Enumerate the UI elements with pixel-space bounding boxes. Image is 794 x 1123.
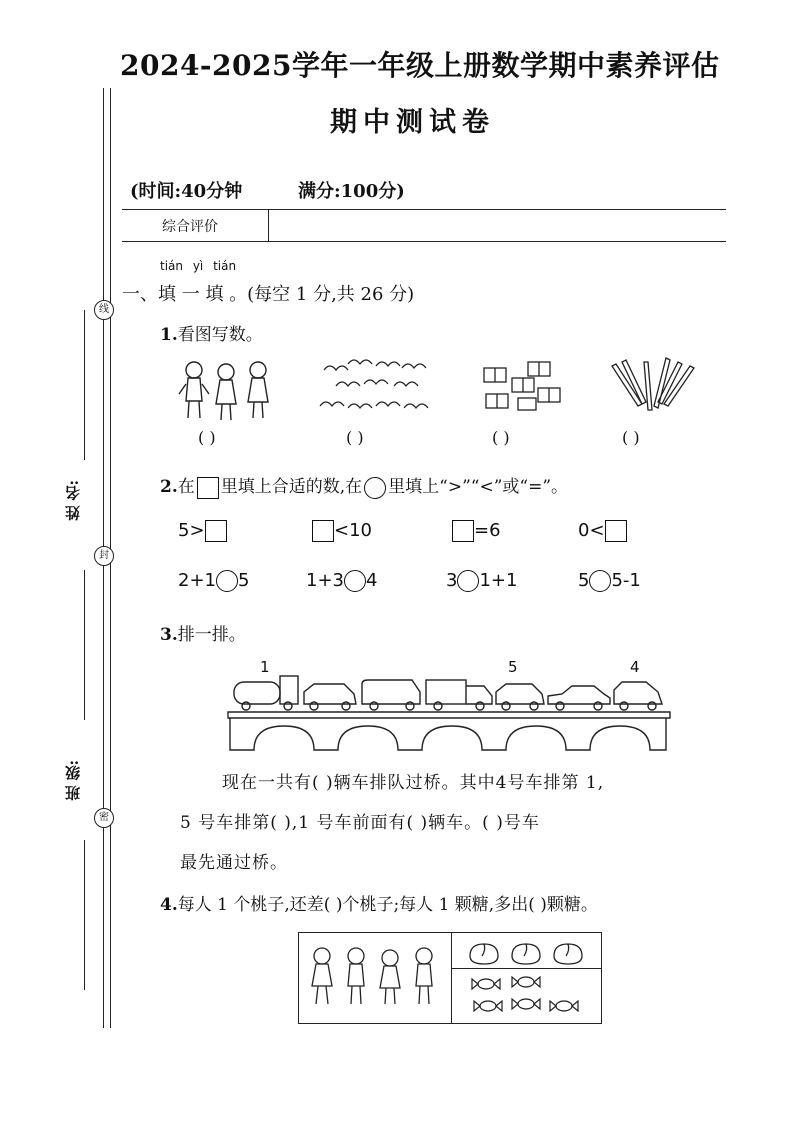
q4-number: 4.	[160, 895, 178, 915]
four-kids-picture	[304, 944, 444, 1010]
q2-item-2-right: <10	[334, 520, 372, 541]
page-title: 2024-2025学年一年级上册数学期中素养评估	[120, 49, 720, 82]
birds-picture	[318, 356, 438, 422]
page-subtitle: 期中测试卷	[330, 107, 495, 138]
answer-box[interactable]	[312, 520, 334, 542]
q1-number: 1.	[160, 325, 178, 345]
q2-item-8-left: 5	[578, 570, 590, 591]
q2-text-b: 里填上合适的数,在	[220, 477, 363, 497]
answer-box[interactable]	[205, 520, 227, 542]
q4-box-row-divider	[451, 968, 602, 969]
answer-circle[interactable]	[216, 570, 238, 592]
q3-line-2: 5 号车排第( ),1 号车前面有( )辆车。( )号车	[180, 813, 540, 833]
answer-box[interactable]	[605, 520, 627, 542]
margin-mark-line: 线	[94, 300, 114, 320]
car-label-4: 4	[630, 658, 640, 676]
q2-item-7-left: 3	[446, 570, 458, 591]
q2-item-3	[452, 520, 501, 542]
exam-time: (时间:40分钟	[130, 181, 243, 202]
q2-item-3-right: =6	[474, 520, 501, 541]
name-fill-line[interactable]	[84, 310, 85, 460]
q2-title	[160, 472, 568, 499]
q2-item-7	[446, 570, 517, 592]
car-label-1: 1	[260, 658, 270, 676]
margin-mark-seal: 封	[94, 546, 114, 566]
q1-answer-1[interactable]: ( )	[198, 428, 216, 447]
full-score: 满分:100分)	[298, 181, 405, 202]
q3-title	[160, 620, 246, 645]
q1-answer-2[interactable]: ( )	[346, 428, 364, 447]
q1-answer-4[interactable]: ( )	[622, 428, 640, 447]
score-table-top	[122, 209, 726, 210]
q1-answer-3[interactable]: ( )	[492, 428, 510, 447]
q4-text: 每人 1 个桃子,还差( )个桃子;每人 1 颗糖,多出( )颗糖。	[177, 895, 598, 915]
q1-text: 看图写数。	[177, 325, 263, 345]
q2-item-4	[578, 520, 627, 542]
q2-item-8-right: 5-1	[611, 570, 641, 591]
q2-text-a: 在	[177, 477, 195, 497]
q3-line-1: 现在一共有( )辆车排队过桥。其中4号车排第 1,	[222, 773, 605, 793]
class-label: 班 级:	[64, 760, 82, 801]
score-field[interactable]	[272, 211, 722, 239]
answer-circle[interactable]	[457, 570, 479, 592]
q2-item-2	[312, 520, 372, 542]
q2-item-8	[578, 570, 641, 592]
section-pinyin: tián yì tián	[160, 259, 237, 273]
class-fill-line[interactable]	[84, 840, 85, 990]
answer-box[interactable]	[452, 520, 474, 542]
score-table-bottom	[122, 241, 726, 242]
circle-icon	[364, 477, 386, 499]
q2-item-4-left: 0<	[578, 520, 605, 541]
q4-box-divider	[451, 932, 452, 1024]
q2-item-6-left: 1+3	[306, 570, 344, 591]
q2-item-5	[178, 570, 249, 592]
q4-title	[160, 890, 598, 915]
kids-picture	[176, 356, 276, 426]
square-icon	[197, 477, 219, 499]
margin-mark-fold: 密	[94, 808, 114, 828]
car-label-5: 5	[508, 658, 518, 676]
candies-picture	[466, 972, 590, 1020]
q2-item-5-right: 5	[238, 570, 250, 591]
section-heading: 一、填 一 填 。(每空 1 分,共 26 分)	[122, 284, 415, 305]
score-table-divider	[268, 209, 269, 241]
q2-number: 2.	[160, 477, 178, 497]
peaches-picture	[466, 938, 590, 966]
q3-line-3: 最先通过桥。	[180, 853, 288, 873]
q2-item-6	[306, 570, 377, 592]
q2-item-1-left: 5>	[178, 520, 205, 541]
q3-text: 排一排。	[177, 625, 246, 645]
q3-number: 3.	[160, 625, 178, 645]
name-fill-line-lower[interactable]	[84, 570, 85, 720]
q2-item-5-left: 2+1	[178, 570, 216, 591]
bridge-with-cars	[226, 672, 672, 754]
q1-title	[160, 320, 263, 345]
answer-circle[interactable]	[589, 570, 611, 592]
name-label: 姓 名:	[64, 480, 82, 521]
q2-item-6-right: 4	[366, 570, 378, 591]
q2-text-c: 里填上“>”“<”或“=”。	[388, 477, 569, 497]
score-label: 综合评价	[162, 219, 218, 235]
pencils-picture	[608, 356, 700, 422]
gifts-picture	[478, 356, 568, 416]
q2-item-1	[178, 520, 227, 542]
answer-circle[interactable]	[344, 570, 366, 592]
q2-item-7-right: 1+1	[479, 570, 518, 591]
